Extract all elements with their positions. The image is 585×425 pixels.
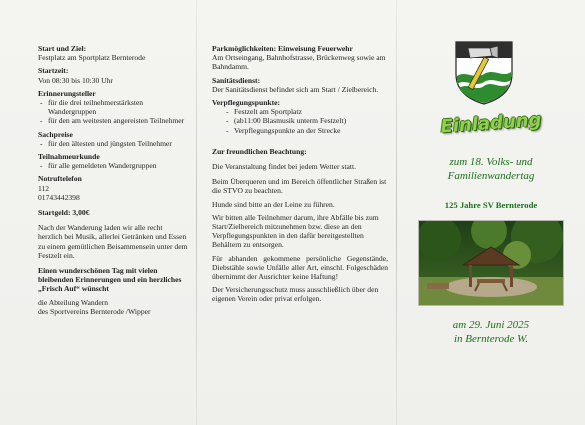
- column-right: [396, 0, 585, 425]
- rest-area-photo: [418, 220, 564, 306]
- signature-line-1: die Abteilung Wandern: [38, 297, 109, 307]
- urkunde-label: Teilnahmeurkunde: [38, 152, 100, 162]
- startzeit-text: Von 08:30 bis 10:30 Uhr: [38, 75, 113, 85]
- notruf-label: Notruftelefon: [38, 174, 82, 184]
- note-traffic: Beim Überqueren und im Bereich öffentlicher Straßen ist die STVO zu beachten.: [212, 177, 387, 196]
- sachpreise-label: Sachpreise: [38, 129, 73, 139]
- list-item: - Verpflegungspunkte an der Strecke: [224, 126, 388, 135]
- notruf-number-2: 01743442398: [38, 192, 80, 202]
- closing-text: Nach der Wanderung laden wir alle recht herzlich bei Musik, allerlei Getränken und Essen zu einem gemütlichen Beisammensein unter dem Festzelt ein.: [38, 223, 188, 260]
- column-middle: [196, 0, 396, 425]
- wish-text: Einen wunderschönen Tag mit vielen bleibenden Erinnerungen und ein herzliches „Frisch Auf“ wünscht: [38, 266, 182, 294]
- date-line-2: in Bernterode W.: [453, 333, 529, 345]
- einladung-title: Einladung: [439, 109, 543, 138]
- jubilee-line: 125 Jahre SV Bernterode: [444, 200, 538, 210]
- start-label: Start und Ziel:: [38, 44, 87, 53]
- list-item: - für den am weitesten angereisten Teilnehmer: [38, 116, 188, 125]
- signature-line-2: des Sportvereins Bernterode /Wipper: [38, 306, 151, 316]
- beachtung-label: Zur freundlichen Beachtung:: [212, 146, 307, 156]
- note-liability: Für abhanden gekommene persönliche Gegenstände, Diebstähle sowie Unfälle aller Art, einschl. Folgeschäden übernimmt der Ausrichter keine Haftung!: [212, 253, 388, 282]
- list-item: - für alle gemeldeten Wandergruppen: [38, 161, 188, 170]
- invite-heading: [406, 155, 576, 183]
- urkunde-list: [38, 161, 188, 170]
- column-left: [0, 0, 196, 425]
- sani-text: Der Sanitätsdienst befindet sich am Start / Zielbereich.: [212, 84, 379, 94]
- verpflegung-list: [212, 107, 388, 135]
- note-waste: Wir bitten alle Teilnehmer darum, ihre Abfälle bis zum Start/Zielbereich mitzunehmen bzw. diese an den Verpflegungspunkten in den dafür bereitgestellten Behältern zu entsorgen.: [212, 212, 379, 250]
- start-text: Festplatz am Sportplatz Bernterode: [38, 53, 146, 63]
- sachpreise-list: [38, 139, 188, 148]
- invite-line-1: zum 18. Volks- und: [449, 156, 533, 168]
- verpflegung-label: Verpflegungspunkte:: [212, 98, 281, 108]
- list-item: - für die drei teilnehmerstärksten Wandergruppen: [38, 98, 188, 116]
- list-item: - für den ältesten und jüngsten Teilnehmer: [38, 139, 188, 148]
- note-weather: Die Veranstaltung findet bei jedem Wetter statt.: [212, 162, 356, 172]
- date-line-1: am 29. Juni 2025: [452, 319, 530, 331]
- sani-label: Sanitätsdienst:: [212, 75, 261, 85]
- startzeit-label: Startzeit:: [38, 66, 69, 76]
- event-date: [406, 318, 576, 346]
- erinnerung-list: [38, 98, 188, 126]
- parking-text: Am Ortseingang, Bahnhofstrasse, Brückenweg sowie am Bahndamm.: [212, 53, 386, 72]
- parking-label: Parkmöglichkeiten: Einweisung Feuerwehr: [212, 44, 353, 53]
- note-insurance: Der Versicherungsschutz muss ausschließlich über den eigenen Verein oder privat erfolgen.: [212, 285, 379, 304]
- notruf-number-1: 112: [38, 183, 50, 193]
- list-item: - Festzelt am Sportplatz: [224, 107, 388, 116]
- startgeld-label: Startgeld: 3,00€: [38, 208, 90, 218]
- invite-line-2: Familienwandertag: [447, 170, 535, 182]
- erinnerung-label: Erinnerungsteller: [38, 88, 96, 98]
- list-item: - (ab11:00 Blasmusik unterm Festzelt): [224, 116, 388, 125]
- club-crest-logo: [454, 40, 514, 106]
- note-dogs: Hunde sind bitte an der Leine zu führen.: [212, 199, 335, 209]
